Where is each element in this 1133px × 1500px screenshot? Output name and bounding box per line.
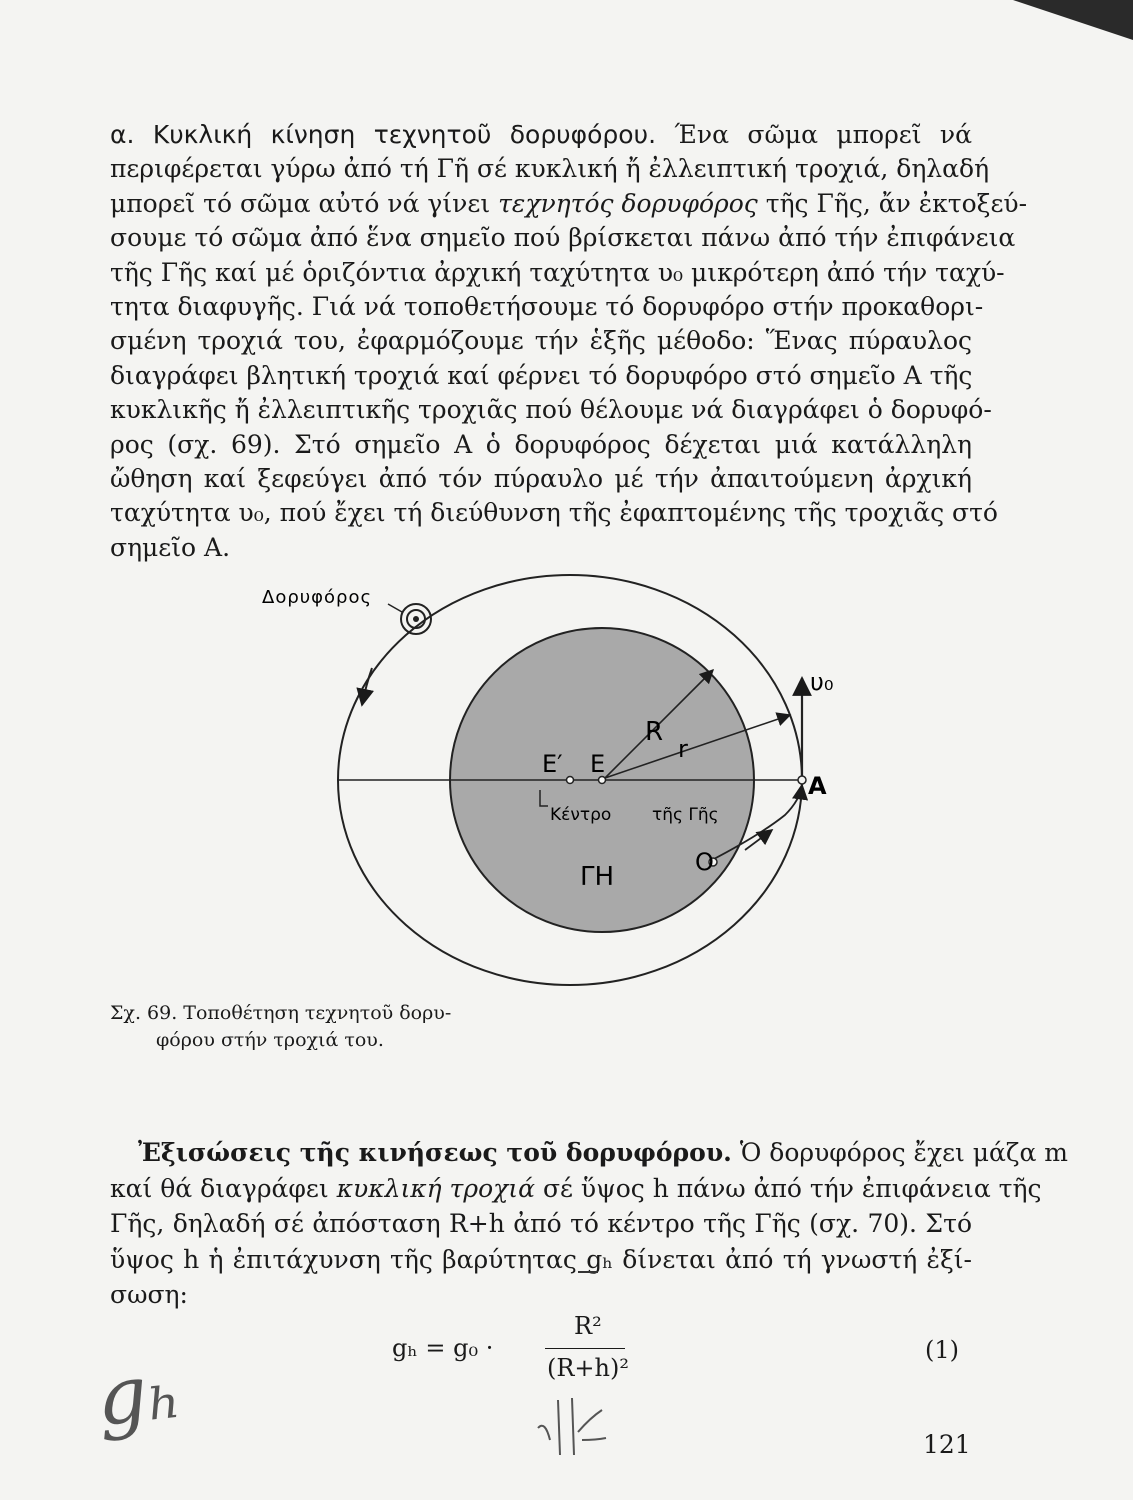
- equations-heading: Ἐξισώσεις τῆς κινήσεως τοῦ δορυφόρου.: [138, 1138, 732, 1167]
- text-line: καί θά διαγράφει κυκλική τροχιά σέ ὕψος h πάνω ἀπό τήν ἐπιφάνεια τῆς: [110, 1173, 1042, 1203]
- handwritten-gh: gₕ: [92, 1345, 186, 1444]
- section-heading: α. Κυκλική κίνηση τεχνητοῦ δορυφόρου.: [110, 120, 657, 149]
- formula-lhs: gₕ = g₀ ·: [392, 1334, 494, 1362]
- text-line: Γῆς, δηλαδή σέ ἀπόσταση R+h ἀπό τό κέντρο τῆς Γῆς (σχ. 70). Στό: [110, 1209, 972, 1239]
- point-A: [798, 776, 806, 784]
- label-r: r: [678, 735, 688, 763]
- point-E-prime: [567, 777, 574, 784]
- formula-1: [0, 1310, 1133, 1390]
- text-line: α. Κυκλική κίνηση τεχνητοῦ δορυφόρου. Ένα σῶμα μπορεῖ νά: [110, 120, 972, 149]
- formula-denominator: (R+h)²: [547, 1354, 629, 1382]
- label-center: Κέντρο: [550, 805, 612, 825]
- text-line: Ἐξισώσεις τῆς κινήσεως τοῦ δορυφόρου. Ὁ δορυφόρος ἔχει μάζα m: [138, 1138, 1069, 1167]
- section-equations: [110, 1135, 1069, 1313]
- satellite-pointer: [388, 604, 402, 612]
- caption-line-2: φόρου στήν τροχιά του.: [156, 1029, 384, 1051]
- text-line: σημεῖο Α.: [110, 532, 231, 562]
- label-O: Ο: [695, 848, 714, 876]
- fraction-bar: [545, 1348, 625, 1349]
- text-line: τητα διαφυγῆς. Γιά νά τοποθετήσουμε τό δορυφόρο στήν προκαθορι-: [110, 292, 984, 322]
- label-earth: ΓΗ: [580, 862, 615, 892]
- text-line: σωση:: [110, 1280, 188, 1310]
- text-line: σμένη τροχιά του, ἐφαρμόζουμε τήν ἑξῆς μέθοδο: Ἕνας πύραυλος: [110, 326, 972, 356]
- text-line: κυκλικῆς ἤ ἐλλειπτικῆς τροχιᾶς πού θέλουμε νά διαγράφει ὁ δορυφό-: [110, 395, 992, 425]
- text-line: ρος (σχ. 69). Στό σημεῖο Α ὁ δορυφόρος δέχεται μιά κατάλληλη: [110, 429, 972, 459]
- label-of-earth: τῆς Γῆς: [652, 805, 719, 825]
- text-line: τῆς Γῆς καί μέ ὁριζόντια ἀρχική ταχύτητα υ₀ μικρότερη ἀπό τήν ταχύ-: [110, 257, 1005, 287]
- formula-numerator: R²: [574, 1312, 602, 1340]
- caption-line-1: Σχ. 69. Τοποθέτηση τεχνητοῦ δορυ-: [110, 1002, 452, 1024]
- formula-label: (1): [925, 1336, 959, 1364]
- label-R: R: [645, 717, 664, 747]
- text-line: σουμε τό σῶμα ἀπό ἕνα σημεῖο πού βρίσκεται πάνω ἀπό τήν ἐπιφάνεια: [110, 223, 1016, 253]
- page-number: 121: [923, 1430, 971, 1459]
- text-line: μπορεῖ τό σῶμα αὐτό νά γίνει τεχνητός δορυφόρος τῆς Γῆς, ἄν ἐκτοξεύ-: [110, 188, 1028, 218]
- figure-caption: [110, 1000, 451, 1054]
- label-v0: υ₀: [810, 668, 834, 696]
- label-E-prime: Ε′: [542, 750, 563, 778]
- label-A: Α: [808, 772, 827, 800]
- text-line: ταχύτητα υ₀, πού ἔχει τή διεύθυνση τῆς ἐφαπτομένης τῆς τροχιᾶς στό: [110, 498, 998, 528]
- text-line: περιφέρεται γύρω ἀπό τή Γῆ σέ κυκλική ἤ ἐλλειπτική τροχιά, δηλαδή: [110, 154, 990, 184]
- label-E: Ε: [590, 750, 606, 778]
- text-line: ὕψος h ἡ ἐπιτάχυνση τῆς βαρύτητας gₕ δίνεται ἀπό τή γνωστή ἐξί-: [110, 1244, 972, 1274]
- text-line: ὤθηση καί ξεφεύγει ἀπό τόν πύραυλο μέ τήν ἀπαιτούμενη ἀρχική: [110, 464, 972, 494]
- label-satellite: Δορυφόρος: [262, 587, 373, 608]
- text-line: διαγράφει βλητική τροχιά καί φέρνει τό δορυφόρο στό σημεῖο Α τῆς: [110, 360, 973, 390]
